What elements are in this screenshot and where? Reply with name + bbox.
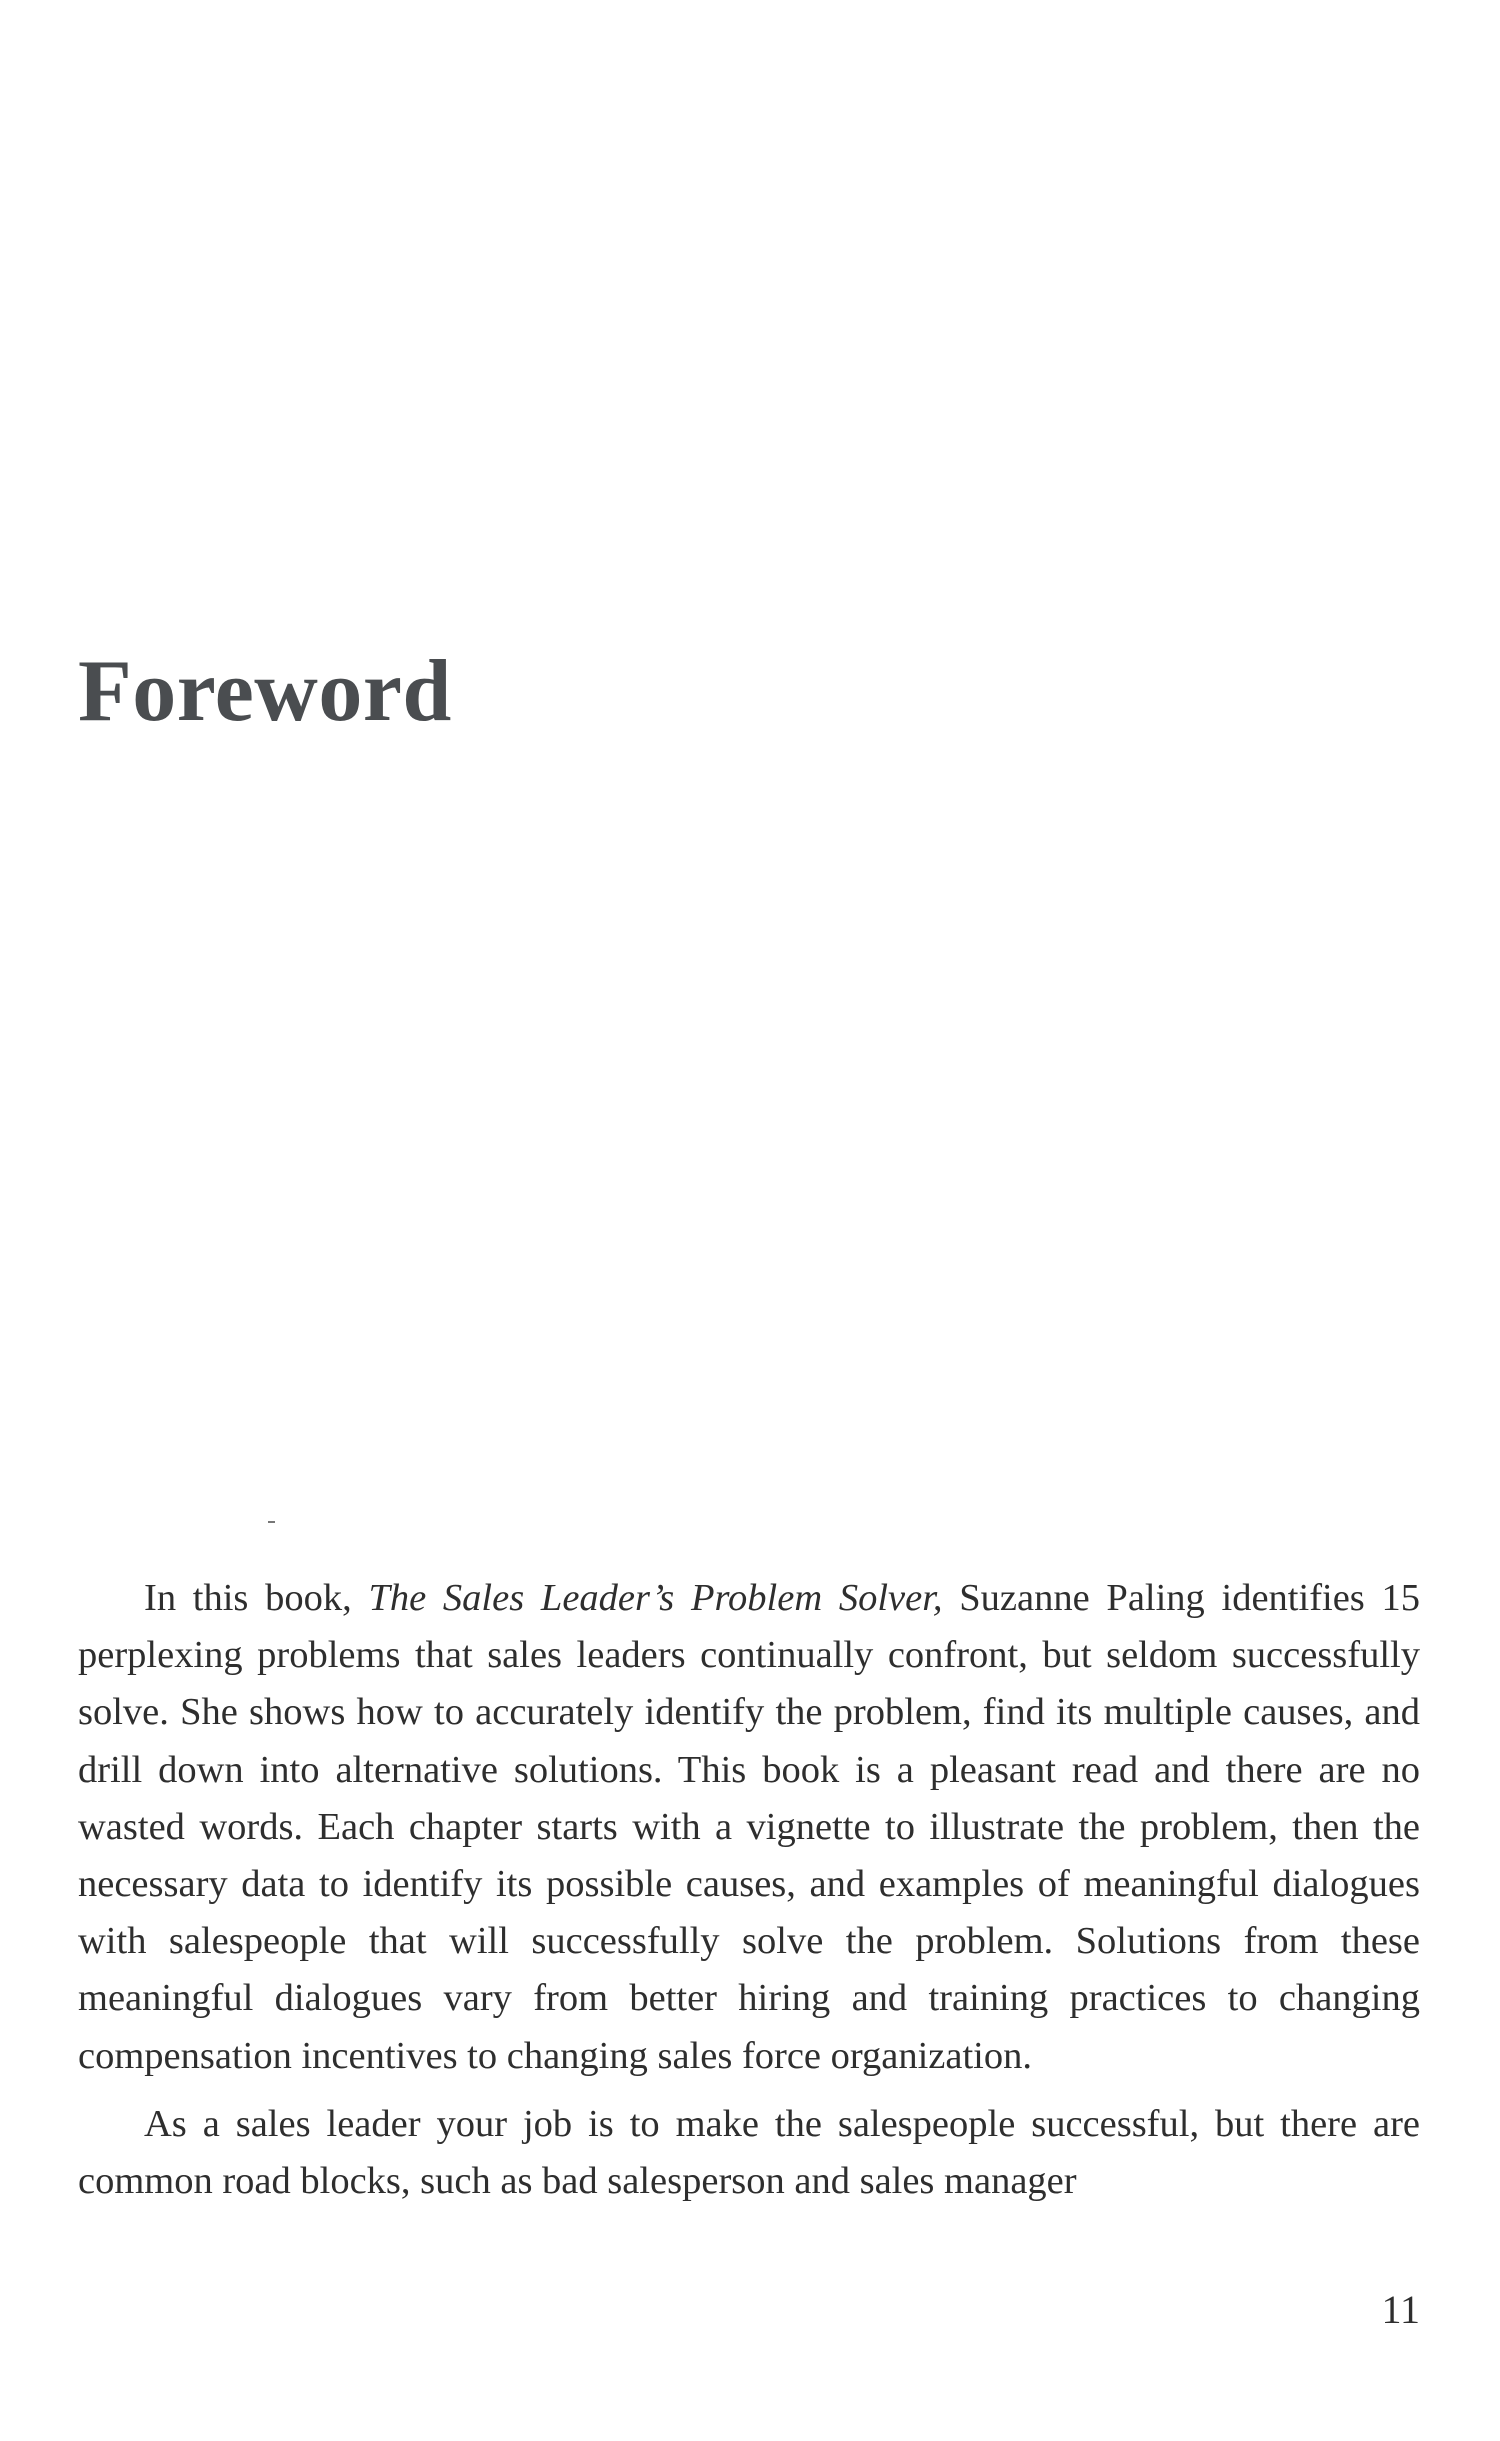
chapter-title: Foreword [78,643,452,740]
paragraph-1 [78,1570,1420,2085]
page-number: 11 [1381,2287,1420,2332]
paragraph-1-lead: In this book, [144,1577,369,1619]
body-text [78,1570,1420,2210]
paragraph-2: As a sales leader your job is to make the salespeople successful, but there are common road blocks, such as bad salesperson and sales manager [78,2102,1420,2203]
decorative-dash [268,1521,275,1523]
paragraph-1-text: Suzanne Paling identifies 15 perplexing problems that sales leaders continually confront, but seldom successfully solve. She shows how to accurately identify the problem, find its multiple causes, and drill down into alternative solutions. This book is a pleasant read and there are no wasted words. Each chapter starts with a vignette to illustrate the problem, then the necessary data to identify its possible causes, and examples of meaningful dialogues with salespeople that will successfully solve the problem. Solutions from these meaningful dialogues vary from better hiring and training practices to changing compensation incentives to changing sales force organization. [78,1577,1421,2077]
book-title: The Sales Leader’s Problem Solver, [368,1577,943,1619]
